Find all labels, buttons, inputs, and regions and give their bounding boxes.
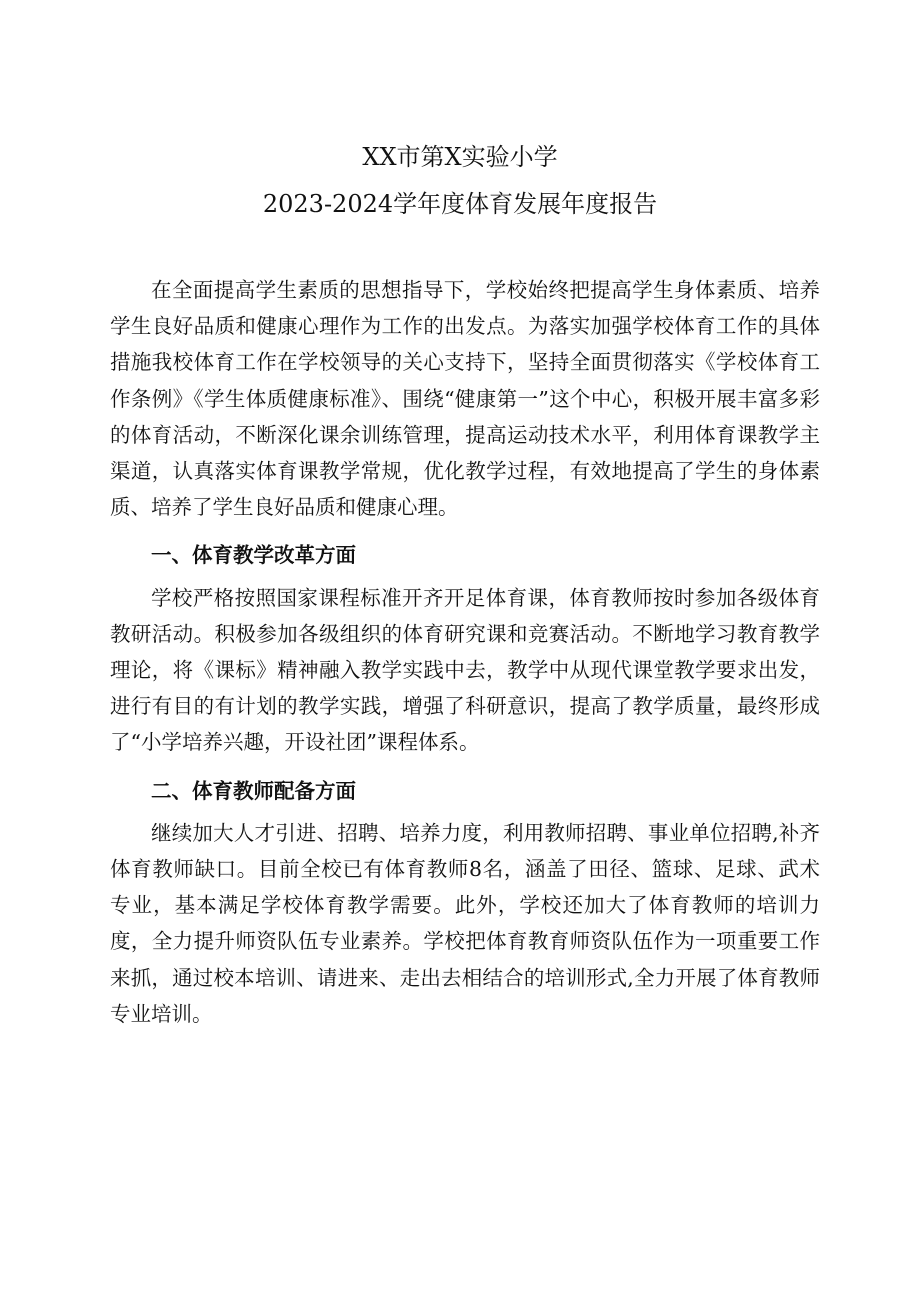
section-paragraph-teacher-staffing: 继续加大人才引进、招聘、培养力度，利用教师招聘、事业单位招聘,补齐体育教师缺口。目前全校已有体育教师8名，涵盖了田径、篮球、足球、武术专业，基本满足学校体育教学需要。此外，学校还加大了体育教师的培训力度，全力提升师资队伍专业素养。学校把体育教育师资队伍作为一项重要工作来抓，通过校本培训、请进来、走出去相结合的培训形式,全力开展了体育教师专业培训。 [110, 820, 820, 1026]
school-name-title: XX市第X实验小学 [362, 143, 558, 171]
document-body [110, 272, 820, 1032]
section-paragraph-teaching-reform: 学校严格按照国家课程标准开齐开足体育课，体育教师按时参加各级体育教研活动。积极参加各级组织的体育研究课和竞赛活动。不断地学习教育教学理论，将《课标》精神融入教学实践中去，教学中从现代课堂教学要求出发，进行有目的有计划的教学实践，增强了科研意识，提高了教学质量，最终形成了“小学培养兴趣，开设社团”课程体系。 [110, 585, 820, 755]
section-heading-teaching-reform: 一、体育教学改革方面 [151, 543, 356, 568]
section-heading-teacher-staffing: 二、体育教师配备方面 [151, 778, 356, 803]
intro-paragraph: 在全面提高学生素质的思想指导下，学校始终把提高学生身体素质、培养学生良好品质和健康心理作为工作的出发点。为落实加强学校体育工作的具体措施我校体育工作在学校领导的关心支持下，坚持全面贯彻落实《学校体育工作条例》《学生体质健康标准》、围绕“健康第一”这个中心，积极开展丰富多彩的体育活动，不断深化课余训练管理，提高运动技术水平，利用体育课教学主渠道，认真落实体育课教学常规，优化教学过程，有效地提高了学生的身体素质、培养了学生良好品质和健康心理。 [110, 278, 820, 520]
report-title: 2023-2024学年度体育发展年度报告 [262, 190, 658, 218]
document-title [0, 134, 920, 228]
